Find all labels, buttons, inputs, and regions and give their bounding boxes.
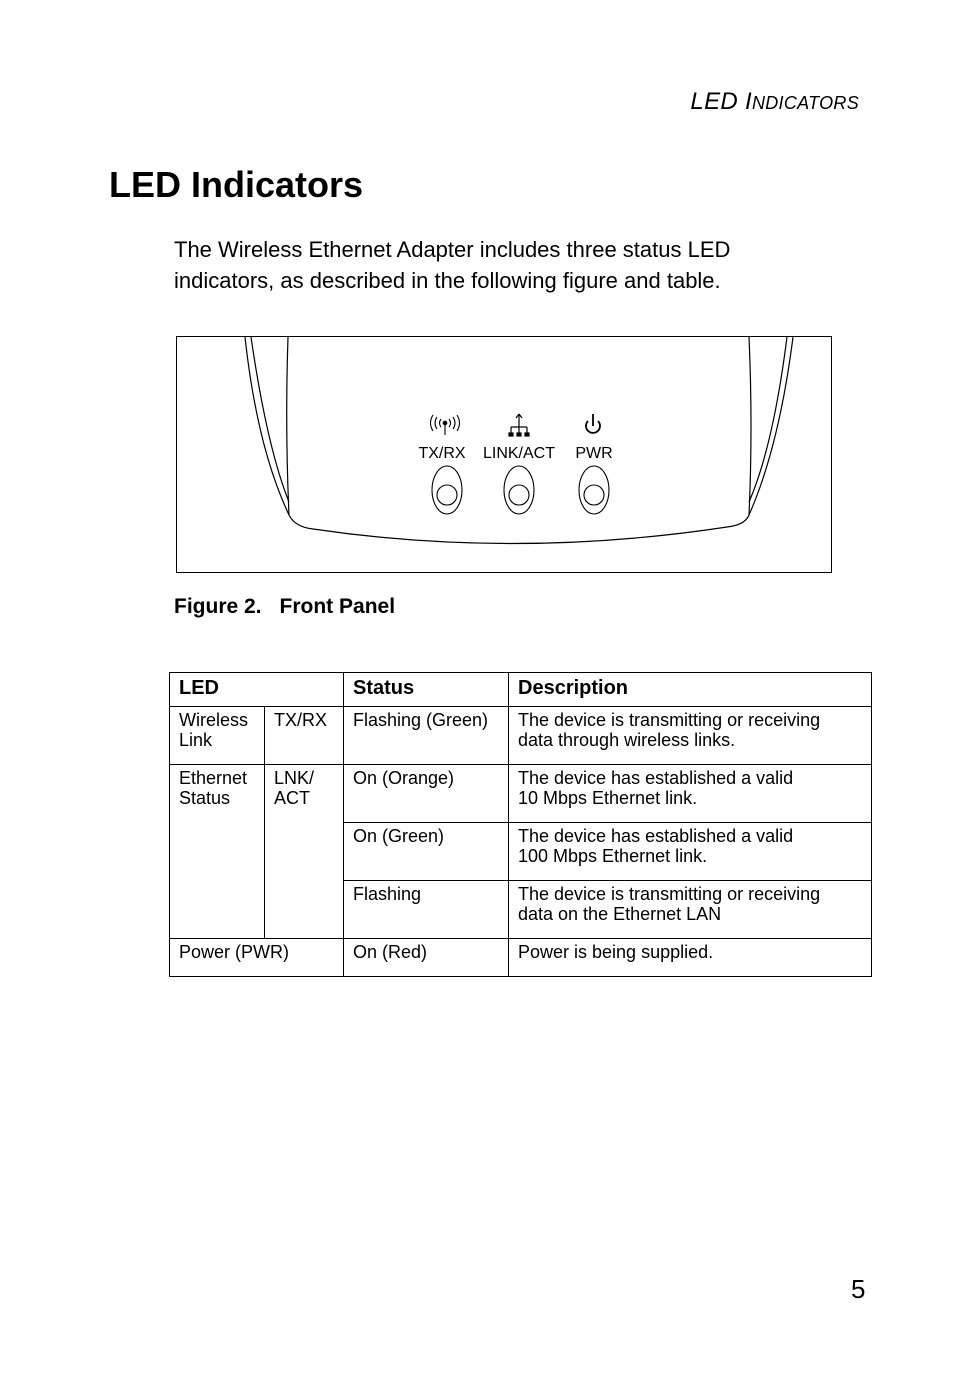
description-cell: The device has established a valid 10 Mbps Ethernet link. <box>509 765 872 823</box>
led-group-cell: Wireless Link <box>170 707 265 765</box>
housing-bottom <box>289 515 749 544</box>
led-group-cell: Ethernet Status <box>170 765 265 939</box>
led-pwr-lamp <box>584 485 604 505</box>
table-row <box>170 707 872 765</box>
front-panel-drawing <box>177 337 831 572</box>
led-name-cell: LNK/ ACT <box>265 765 344 939</box>
housing-right-inner <box>749 337 787 502</box>
status-cell: On (Green) <box>344 823 509 881</box>
wireless-icon <box>431 415 460 435</box>
running-header-rest: NDICATORS <box>751 93 859 113</box>
led-label-pwr: PWR <box>575 445 613 462</box>
caption-title: Front Panel <box>279 595 396 618</box>
led-txrx-housing <box>432 466 462 514</box>
led-linkact-lamp <box>509 485 529 505</box>
figure-caption <box>174 595 395 619</box>
front-panel-figure <box>176 336 832 573</box>
led-full-cell: Power (PWR) <box>170 939 344 977</box>
led-txrx-lamp <box>437 485 457 505</box>
intro-paragraph: The Wireless Ethernet Adapter includes three status LED indicators, as described in the following figure and table. <box>174 237 731 293</box>
column-header-description: Description <box>509 673 872 707</box>
column-header-status: Status <box>344 673 509 707</box>
table-header-row <box>170 673 872 707</box>
running-header-first: LED I <box>690 88 752 115</box>
status-cell: On (Orange) <box>344 765 509 823</box>
led-label-txrx: TX/RX <box>418 445 466 462</box>
caption-number: Figure 2. <box>174 595 262 618</box>
table-row <box>170 939 872 977</box>
description-cell: Power is being supplied. <box>509 939 872 977</box>
housing-right-edge <box>749 337 751 515</box>
page-number: 5 <box>851 1274 866 1304</box>
column-header-led: LED <box>170 673 344 707</box>
description-cell: The device is transmitting or receiving data through wireless links. <box>509 707 872 765</box>
description-cell: The device has established a valid 100 Mbps Ethernet link. <box>509 823 872 881</box>
page-title: LED Indicators <box>109 164 364 205</box>
network-icon <box>509 414 529 436</box>
status-cell: Flashing (Green) <box>344 707 509 765</box>
table-row <box>170 765 872 823</box>
led-table <box>169 672 872 977</box>
status-cell: On (Red) <box>344 939 509 977</box>
housing-left-edge <box>287 337 289 515</box>
description-cell: The device is transmitting or receiving data on the Ethernet LAN <box>509 881 872 939</box>
running-header <box>690 88 859 116</box>
status-cell: Flashing <box>344 881 509 939</box>
led-name-cell: TX/RX <box>265 707 344 765</box>
housing-left-inner <box>251 337 289 502</box>
led-label-linkact: LINK/ACT <box>482 445 556 462</box>
led-linkact-housing <box>504 466 534 514</box>
led-pwr-housing <box>579 466 609 514</box>
power-icon <box>586 414 600 433</box>
housing-right-outer <box>749 337 793 515</box>
